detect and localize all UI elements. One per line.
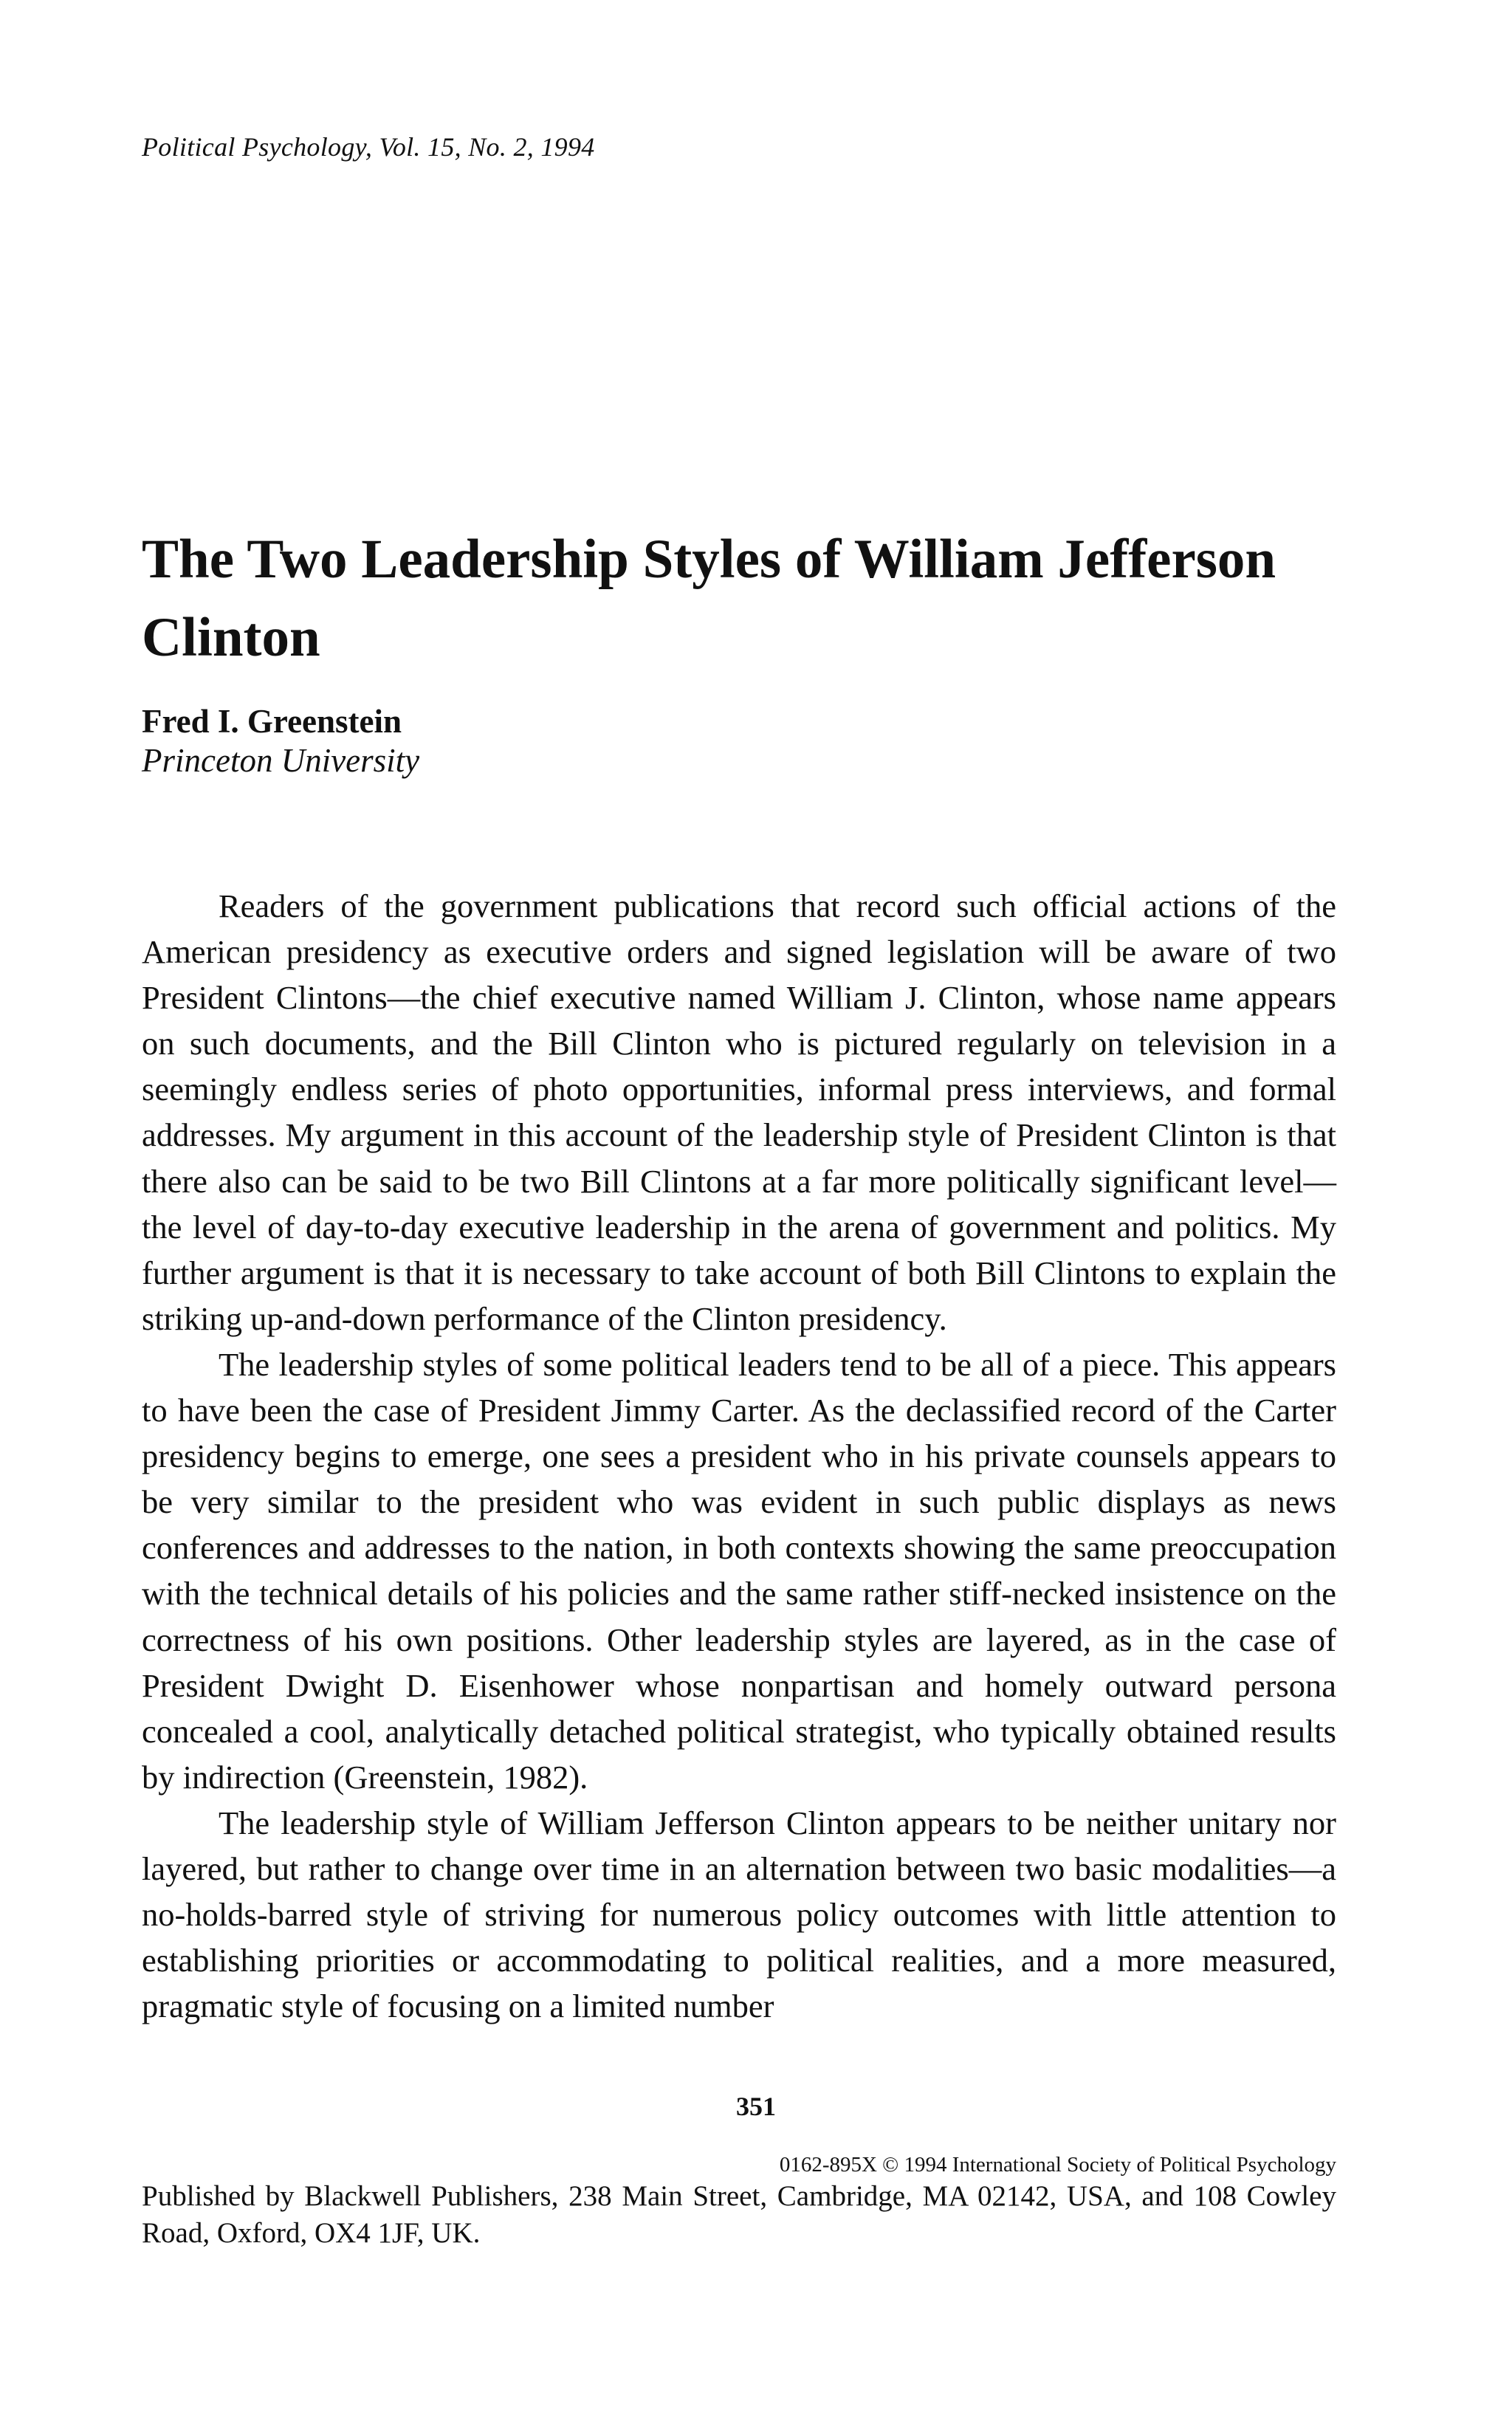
author-name: Fred I. Greenstein bbox=[142, 703, 402, 740]
running-head: Political Psychology, Vol. 15, No. 2, 1994 bbox=[142, 132, 595, 162]
article-body bbox=[142, 883, 1336, 2029]
page-number: 351 bbox=[736, 2092, 776, 2121]
publisher-note: Published by Blackwell Publishers, 238 Main Street, Cambridge, MA 02142, USA, and 108 Cowley Road, Oxford, OX4 1JF, UK. bbox=[142, 2180, 1336, 2249]
article-title: The Two Leadership Styles of William Jefferson Clinton bbox=[142, 529, 1276, 668]
body-paragraph: Readers of the government publications that record such official actions of the American presidency as executive orders and signed legislation will be aware of two President Clintons—the chief executive named William J. Clinton, whose name appears on such documents, and the Bill Clinton who is pictured regularly on television in a seemingly endless series of photo opportunities, informal press interviews, and formal addresses. My argument in this account of the leadership style of President Clinton is that there also can be said to be two Bill Clintons at a far more politically significant level—the level of day-to-day executive leadership in the arena of government and politics. My further argument is that it is necessary to take account of both Bill Clintons to explain the striking up-and-down performance of the Clinton presidency. bbox=[142, 887, 1336, 1337]
copyright-line: 0162-895X © 1994 International Society of Political Psychology bbox=[779, 2153, 1336, 2177]
author-affiliation: Princeton University bbox=[142, 742, 420, 779]
body-paragraph: The leadership styles of some political leaders tend to be all of a piece. This appears to have been the case of President Jimmy Carter. As the declassified record of the Carter presidency begins to emerge, one sees a president who in his private counsels appears to be very similar to the president who was evident in such public displays as news conferences and addresses to the nation, in both contexts showing the same preoccupation with the technical details of his policies and the same rather stiff-necked insistence on the correctness of his own positions. Other leadership styles are layered, as in the case of President Dwight D. Eisenhower whose nonpartisan and homely outward persona concealed a cool, analytically detached political strategist, who typically obtained results by indirection (Greenstein, 1982). bbox=[142, 1345, 1336, 1796]
body-paragraph: The leadership style of William Jefferson Clinton appears to be neither unitary nor layered, but rather to change over time in an alternation between two basic modalities—a no-holds-barred style of striving for numerous policy outcomes with little attention to establishing priorities or accommodating to political realities, and a more measured, pragmatic style of focusing on a limited number bbox=[142, 1804, 1336, 2025]
